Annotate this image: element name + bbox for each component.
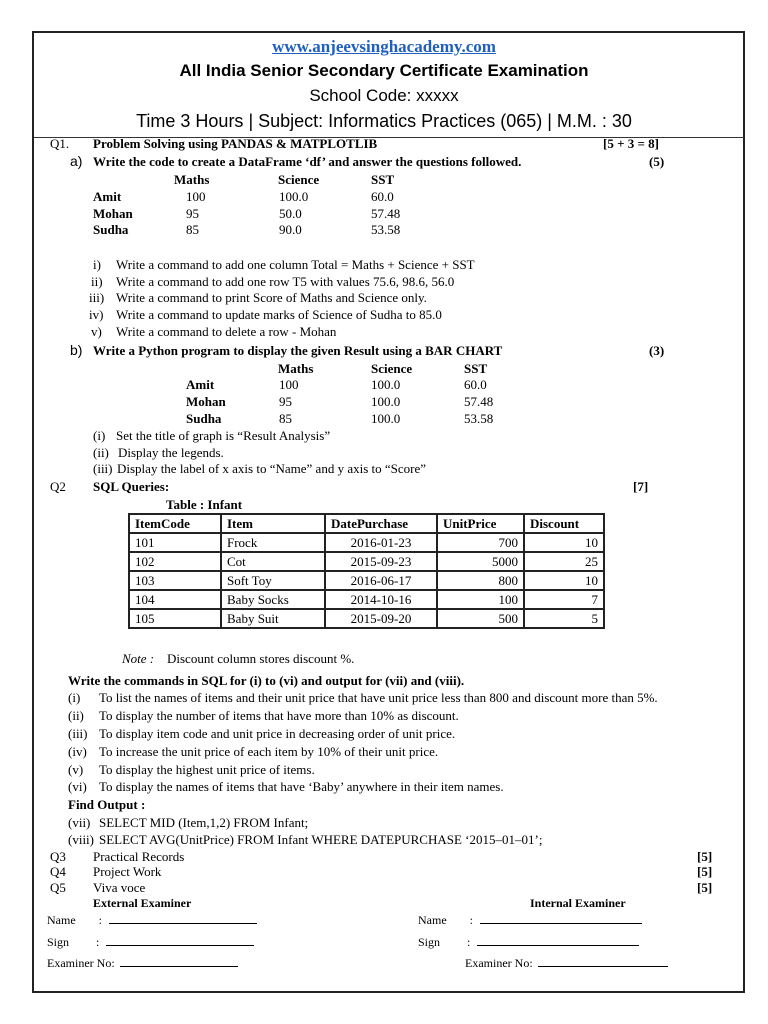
q5-marks: [5]: [697, 880, 713, 895]
q4-number: Q4: [50, 864, 66, 879]
table-row: [129, 552, 604, 571]
df-b-cell: 53.58: [464, 411, 494, 426]
df-a-cell: 60.0: [371, 189, 394, 204]
q1b-text: Write a Python program to display the given Result using a BAR CHART: [93, 343, 503, 358]
table-cell: Baby Suit: [221, 609, 325, 628]
q1-number: Q1.: [50, 136, 70, 151]
table-cell: 500: [437, 609, 524, 628]
table-cell: 700: [437, 533, 524, 552]
column-header: Discount: [524, 514, 604, 533]
df-a-row-name: Sudha: [93, 222, 129, 237]
q2-instruction: Write the commands in SQL for (i) to (vi) and output for (vii) and (viii).: [68, 673, 465, 688]
q1a-item-number: ii): [91, 274, 103, 289]
table-cell: 104: [129, 590, 221, 609]
q2-number: Q2: [50, 479, 66, 494]
q2-item-text: To display item code and unit price in decreasing order of unit price.: [99, 726, 456, 741]
df-a-cell: 53.58: [371, 222, 401, 237]
df-a-cell: 50.0: [279, 206, 302, 221]
table-cell: 7: [524, 590, 604, 609]
q2-item-number: (iii): [68, 726, 88, 741]
table-cell: 102: [129, 552, 221, 571]
table-cell: 2016-01-23: [325, 533, 437, 552]
df-a-cell: 95: [186, 206, 199, 221]
q1a-label: a): [70, 153, 83, 169]
q1a-item-text: Write a command to add one column Total = Maths + Science + SST: [116, 257, 475, 272]
table-header-row: [129, 514, 604, 533]
name-label: Name: [418, 913, 447, 927]
table-row: [129, 571, 604, 590]
infant-table: [128, 513, 605, 629]
table-cell: 25: [524, 552, 604, 571]
blank-line[interactable]: [109, 911, 257, 924]
q2-item-number: (i): [68, 690, 81, 705]
internal-examiner-title: Internal Examiner: [530, 896, 626, 910]
blank-line[interactable]: [106, 933, 254, 946]
q1b-item-text: Display the label of x axis to “Name” and y axis to “Score”: [117, 461, 427, 476]
q5-text: Viva voce: [93, 880, 146, 895]
external-examiner-title: External Examiner: [93, 896, 192, 910]
note-label: Note :: [122, 651, 155, 666]
q2-item-text: To display the highest unit price of items.: [99, 762, 315, 777]
sign-label: Sign: [47, 935, 70, 949]
df-a-header: Maths: [174, 172, 210, 187]
exam-meta: Time 3 Hours | Subject: Informatics Practices (065) | M.M. : 30: [136, 111, 632, 131]
q3-number: Q3: [50, 849, 66, 864]
df-a-row-name: Amit: [93, 189, 122, 204]
q2-item-number: (ii): [68, 708, 84, 723]
q1a-marks: (5): [649, 154, 665, 169]
q1b-item-number: (ii): [93, 445, 109, 460]
df-a-row-name: Mohan: [93, 206, 133, 221]
internal-name-field[interactable]: [418, 911, 642, 928]
table-cell: 5000: [437, 552, 524, 571]
df-a-cell: 85: [186, 222, 199, 237]
note-text: Discount column stores discount %.: [167, 651, 355, 666]
q2-item-text: To display the number of items that have more than 10% as discount.: [99, 708, 459, 723]
df-a-cell: 90.0: [279, 222, 302, 237]
q1-marks: [5 + 3 = 8]: [603, 136, 659, 151]
table-caption: Table : Infant: [166, 497, 243, 512]
q1a-item-number: i): [93, 257, 101, 272]
df-b-row-name: Mohan: [186, 394, 226, 409]
df-b-cell: 100: [279, 377, 299, 392]
q1a-item-number: v): [91, 324, 102, 339]
df-b-cell: 57.48: [464, 394, 494, 409]
q2-output-number: (vii): [68, 815, 91, 830]
df-a-cell: 100.0: [279, 189, 309, 204]
q1b-item-text: Display the legends.: [118, 445, 224, 460]
colon: :: [96, 935, 100, 949]
blank-line[interactable]: [477, 933, 639, 946]
q1a-item-text: Write a command to update marks of Science of Sudha to 85.0: [116, 307, 442, 322]
q2-output-number: (viii): [68, 832, 94, 847]
blank-line[interactable]: [538, 954, 668, 967]
examiner-no-label: Examiner No:: [47, 956, 115, 970]
table-cell: 103: [129, 571, 221, 590]
table-cell: Baby Socks: [221, 590, 325, 609]
df-b-cell: 60.0: [464, 377, 487, 392]
name-label: Name: [47, 913, 76, 927]
q1b-item-text: Set the title of graph is “Result Analysis”: [116, 428, 331, 443]
df-a-cell: 100: [186, 189, 206, 204]
school-code: School Code: xxxxx: [309, 86, 459, 105]
table-cell: 10: [524, 571, 604, 590]
find-output-heading: Find Output :: [68, 797, 146, 812]
df-b-cell: 100.0: [371, 411, 401, 426]
df-b-header: SST: [464, 361, 488, 376]
colon: :: [469, 913, 473, 927]
table-row: [129, 590, 604, 609]
df-b-header: Science: [371, 361, 413, 376]
q2-item-number: (vi): [68, 779, 87, 794]
external-sign-field[interactable]: [47, 933, 254, 950]
table-cell: 5: [524, 609, 604, 628]
q1a-text: Write the code to create a DataFrame ‘df’ and answer the questions followed.: [93, 154, 522, 169]
q3-marks: [5]: [697, 849, 713, 864]
column-header: DatePurchase: [325, 514, 437, 533]
q2-item-text: To display the names of items that have ‘Baby’ anywhere in their item names.: [99, 779, 504, 794]
q4-marks: [5]: [697, 864, 713, 879]
table-cell: 800: [437, 571, 524, 590]
q2-output-text: SELECT MID (Item,1,2) FROM Infant;: [99, 815, 309, 830]
internal-examiner-no-field[interactable]: [465, 954, 668, 971]
sign-label: Sign: [418, 935, 441, 949]
df-b-row-name: Sudha: [186, 411, 222, 426]
external-examiner-no-field[interactable]: [47, 954, 238, 971]
table-cell: 10: [524, 533, 604, 552]
q2-title: SQL Queries:: [93, 479, 170, 494]
q4-text: Project Work: [93, 864, 162, 879]
table-cell: Frock: [221, 533, 325, 552]
df-a-cell: 57.48: [371, 206, 401, 221]
column-header: Item: [221, 514, 325, 533]
table-row: [129, 609, 604, 628]
q1-title: Problem Solving using PANDAS & MATPLOTLIB: [93, 136, 378, 151]
q5-number: Q5: [50, 880, 66, 895]
df-b-header: Maths: [278, 361, 314, 376]
table-cell: 2014-10-16: [325, 590, 437, 609]
df-a-header: Science: [278, 172, 320, 187]
q1a-item-text: Write a command to add one row T5 with values 75.6, 98.6, 56.0: [116, 274, 455, 289]
table-cell: Cot: [221, 552, 325, 571]
q1b-marks: (3): [649, 343, 665, 358]
q1a-item-text: Write a command to print Score of Maths and Science only.: [116, 290, 427, 305]
table-cell: 101: [129, 533, 221, 552]
column-header: ItemCode: [129, 514, 221, 533]
q1a-item-text: Write a command to delete a row - Mohan: [116, 324, 337, 339]
table-cell: 2015-09-23: [325, 552, 437, 571]
q2-output-text: SELECT AVG(UnitPrice) FROM Infant WHERE DATEPURCHASE ‘2015–01–01’;: [99, 832, 543, 847]
colon: :: [467, 935, 471, 949]
table-cell: 2016-06-17: [325, 571, 437, 590]
df-b-cell: 95: [279, 394, 292, 409]
q2-item-number: (iv): [68, 744, 87, 759]
q2-item-number: (v): [68, 762, 84, 777]
table-cell: 2015-09-20: [325, 609, 437, 628]
exam-title: All India Senior Secondary Certificate Examination: [179, 61, 589, 80]
q2-item-text: To increase the unit price of each item by 10% of their unit price.: [99, 744, 439, 759]
df-a-header: SST: [371, 172, 395, 187]
blank-line[interactable]: [480, 911, 642, 924]
q1a-item-number: iv): [89, 307, 104, 322]
colon: :: [98, 913, 102, 927]
table-cell: Soft Toy: [221, 571, 325, 590]
df-b-cell: 100.0: [371, 377, 401, 392]
q1b-label: b): [70, 342, 83, 358]
q2-marks: [7]: [633, 479, 649, 494]
df-b-cell: 85: [279, 411, 292, 426]
df-b-row-name: Amit: [186, 377, 215, 392]
q2-item-text: To list the names of items and their unit price that have unit price less than 800 and discount more than 5%.: [99, 690, 658, 705]
table-cell: 100: [437, 590, 524, 609]
website-link[interactable]: www.anjeevsinghacademy.com: [272, 37, 496, 56]
q1a-item-number: iii): [89, 290, 105, 305]
external-name-field[interactable]: [47, 911, 257, 928]
df-b-cell: 100.0: [371, 394, 401, 409]
table-row: [129, 533, 604, 552]
examiner-no-label: Examiner No:: [465, 956, 533, 970]
column-header: UnitPrice: [437, 514, 524, 533]
blank-line[interactable]: [120, 954, 238, 967]
q3-text: Practical Records: [93, 849, 185, 864]
table-cell: 105: [129, 609, 221, 628]
internal-sign-field[interactable]: [418, 933, 639, 950]
q1b-item-number: (i): [93, 428, 106, 443]
q1b-item-number: (iii): [93, 461, 113, 476]
